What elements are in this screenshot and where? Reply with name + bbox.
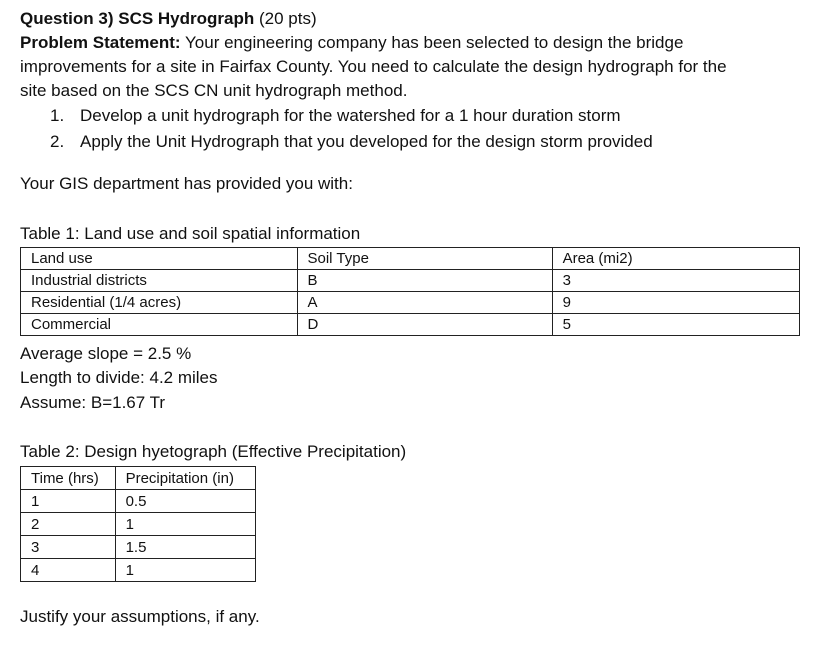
fact-length: Length to divide: 4.2 miles xyxy=(20,368,218,387)
cell-time: 2 xyxy=(21,513,116,536)
cell-area: 9 xyxy=(552,292,799,314)
problem-label: Problem Statement: xyxy=(20,33,181,52)
table-header-row xyxy=(21,467,256,490)
cell-land-use: Industrial districts xyxy=(21,270,298,292)
table-row xyxy=(21,270,800,292)
table-row xyxy=(21,513,256,536)
table-row xyxy=(21,490,256,513)
table-header-row xyxy=(21,248,800,270)
cell-precipitation: 1.5 xyxy=(115,536,255,559)
col-header-time: Time (hrs) xyxy=(21,467,116,490)
cell-soil-type: B xyxy=(297,270,552,292)
problem-line-3: site based on the SCS CN unit hydrograph method. xyxy=(20,81,408,100)
table-row xyxy=(21,292,800,314)
cell-precipitation: 0.5 xyxy=(115,490,255,513)
table-row xyxy=(21,559,256,582)
question-title: Question 3) SCS Hydrograph xyxy=(20,9,255,28)
fact-assume: Assume: B=1.67 Tr xyxy=(20,393,166,412)
gis-intro: Your GIS department has provided you with: xyxy=(20,174,353,193)
question-points: (20 pts) xyxy=(254,9,317,28)
cell-land-use: Residential (1/4 acres) xyxy=(21,292,298,314)
col-header-precipitation: Precipitation (in) xyxy=(115,467,255,490)
col-header-area: Area (mi2) xyxy=(552,248,799,270)
fact-slope: Average slope = 2.5 % xyxy=(20,344,192,363)
task-item-1: 1. Develop a unit hydrograph for the watershed for a 1 hour duration storm xyxy=(50,106,621,125)
cell-precipitation: 1 xyxy=(115,513,255,536)
hyetograph-table xyxy=(20,466,256,582)
col-header-soil-type: Soil Type xyxy=(297,248,552,270)
table2-caption: Table 2: Design hyetograph (Effective Precipitation) xyxy=(20,442,407,461)
cell-time: 3 xyxy=(21,536,116,559)
question-heading xyxy=(20,8,317,30)
table-row xyxy=(21,536,256,559)
land-use-table xyxy=(20,247,800,336)
cell-area: 3 xyxy=(552,270,799,292)
cell-soil-type: D xyxy=(297,314,552,336)
cell-precipitation: 1 xyxy=(115,559,255,582)
cell-time: 1 xyxy=(21,490,116,513)
cell-soil-type: A xyxy=(297,292,552,314)
cell-land-use: Commercial xyxy=(21,314,298,336)
cell-time: 4 xyxy=(21,559,116,582)
task-item-2: 2. Apply the Unit Hydrograph that you developed for the design storm provided xyxy=(50,132,653,151)
problem-line-2: improvements for a site in Fairfax County. You need to calculate the design hydrograph for the xyxy=(20,57,727,76)
cell-area: 5 xyxy=(552,314,799,336)
table-row xyxy=(21,314,800,336)
col-header-land-use: Land use xyxy=(21,248,298,270)
closing-note: Justify your assumptions, if any. xyxy=(20,607,260,626)
table1-caption: Table 1: Land use and soil spatial information xyxy=(20,224,361,243)
problem-line-1: Problem Statement: Your engineering company has been selected to design the bridge xyxy=(20,33,684,52)
